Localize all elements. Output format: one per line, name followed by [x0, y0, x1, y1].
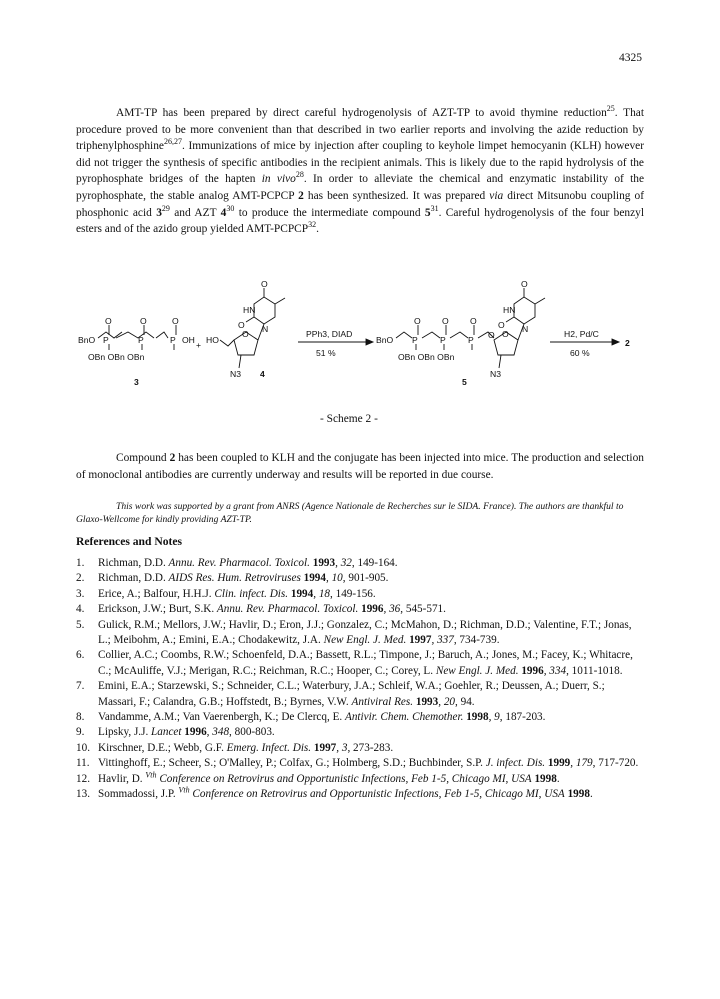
reference-text: , 10 — [325, 572, 343, 585]
reference-item — [76, 756, 644, 771]
citation: 29 — [161, 203, 170, 213]
bno-label: BnO — [376, 335, 394, 345]
scheme-drawing — [76, 280, 644, 430]
azido-label: N3 — [230, 369, 241, 379]
bond — [239, 355, 241, 368]
reference-item — [76, 602, 644, 617]
bond — [220, 340, 234, 346]
reference-text: Kirschner, D.E.; Webb, G.F. — [98, 741, 227, 754]
obn-labels: OBn OBn OBn — [88, 352, 145, 362]
reference-text: . — [556, 772, 560, 785]
oxygen: O — [172, 316, 179, 326]
citation: 31 — [430, 203, 439, 213]
compound-label-5: 5 — [462, 377, 467, 387]
reference-item — [76, 556, 644, 571]
reference-text: 1997 — [311, 741, 337, 754]
azido-label: N3 — [490, 369, 501, 379]
reference-number: 1. — [76, 557, 85, 569]
yield-1: 51 % — [316, 348, 336, 358]
reference-number: 11. — [76, 757, 90, 770]
reference-text: , 179 — [570, 757, 593, 770]
reagent-2: H2, Pd/C — [564, 329, 599, 339]
reference-text: Conference on Retrovirus and Opportunistic Infections, Feb 1-5, Chicago MI, USA — [156, 772, 532, 785]
bno-label: BnO — [78, 335, 96, 345]
reference-text: 1997 — [406, 634, 432, 647]
arrowhead — [366, 339, 373, 345]
oxygen: O — [502, 329, 509, 339]
reference-text: AIDS Res. Hum. Retroviruses — [168, 572, 301, 585]
plus-sign: + — [196, 340, 202, 350]
oxygen: O — [242, 329, 249, 339]
bond — [422, 332, 440, 338]
reference-text: , 348 — [206, 726, 230, 739]
oxygen: O — [521, 280, 528, 289]
phosphorus: P — [412, 335, 418, 345]
reference-text: , 149-156. — [330, 587, 376, 600]
reference-text: Clin. infect. Dis. — [214, 587, 289, 600]
reference-number: 6. — [76, 649, 85, 662]
reference-text: Erice, A.; Balfour, H.H.J. — [98, 587, 215, 600]
reference-text: , 800-803. — [229, 726, 275, 739]
bond — [246, 317, 254, 322]
reference-text: 1994 — [300, 572, 326, 585]
reference-text: Havlir, D. — [98, 772, 146, 785]
scheme-caption: - Scheme 2 - — [320, 413, 378, 425]
reference-text: , 334 — [543, 664, 567, 677]
oxygen: O — [488, 330, 495, 340]
citation: 30 — [226, 203, 235, 213]
nitrogen: N — [262, 324, 269, 334]
reference-text: 1994 — [288, 587, 314, 600]
reference-text: 1998 — [463, 711, 489, 724]
reference-number: 10. — [76, 741, 90, 754]
phosphorus: P — [138, 335, 144, 345]
acknowledgement: This work was supported by a grant from ANRS (Agence Nationale de Recherches sur le SIDA. France). The authors are thankful to Glaxo-Wellcome for kindly providing AZT-TP. — [76, 501, 624, 525]
references-heading: References and Notes — [76, 535, 183, 548]
reference-text: 1996 — [181, 726, 207, 739]
reference-list — [76, 556, 644, 803]
reference-text: Collier, A.C.; Coombs, R.W.; Schoenfeld, D.A.; Bassett, R.L.; Timpone, J.; Baruch, A.; Jones, M.; Facey, K.; Whitacre, C.; McAuliffe, V.J.; Merigan, R.C.; Reichman, R.C.; Hooper, C.; Corey, L. — [98, 649, 633, 677]
phosphorus: P — [468, 335, 474, 345]
reference-text: Gulick, R.M.; Mellors, J.W.; Havlir, D.; Eron, J.J.; Gonzalez, C.; McMahon, D.; Richman, D.D.; Valentine, F.T.; Jonas, L.; Meibohm, A.; Emini, E.A.; Chodakewitz, J.A. — [98, 618, 632, 647]
oxygen: O — [238, 320, 245, 330]
oxygen: O — [498, 320, 505, 330]
reference-number: 13. — [76, 788, 90, 801]
paragraph-2: Compound 2 has been coupled to KLH and the conjugate has been injected into mice. The production and selection of monoclonal antibodies are currently underway and results will be reported in due course. — [76, 452, 644, 481]
obn-labels: OBn OBn OBn — [398, 352, 455, 362]
reference-text: , 94. — [455, 695, 475, 708]
bond — [396, 332, 412, 338]
reference-item — [76, 648, 644, 679]
reference-text: Lipsky, J.J. — [98, 726, 152, 739]
paragraph-1: AMT-TP has been prepared by direct careful hydrogenolysis of AZT-TP to avoid thymine reduction$^{25}$. That procedure proved to be more convenient than that described in two earlier reports and involving the azide reduction by triphenylphosphine$^{26,27}$. Immunizations of mice by injection after coupling to keyhole limpet hemocyanin (KLH) however did not trigger the synthesis of specific antibodies in the recipient animals. This is likely due to the rapid hydrolysis of the pyrophosphate bridges of the hapten in vivo$^{28}$. In order to alleviate the chemical and enzymatic instability of the pyrophosphate, the stable analog AMT-PCPCP 2 has been synthesized. It was prepared via direct Mitsunobu coupling of phosphonic acid $3^{29}$ and AZT $4^{30}$ to produce the intermediate compound $5^{31}$. Careful hydrogenolysis of the four benzyl esters and of the azido group yielded AMT-PCPCP$^{32}$. — [76, 104, 645, 236]
reference-text: Richman, D.D. — [98, 557, 169, 569]
reference-text: Vth — [145, 769, 157, 779]
reference-text: , 187-203. — [499, 711, 546, 724]
reference-text: Vth — [178, 785, 190, 795]
citation: 25 — [606, 104, 615, 114]
reference-item — [76, 725, 644, 740]
oxygen: O — [261, 280, 268, 289]
oxygen: O — [414, 316, 421, 326]
methyl — [275, 298, 285, 304]
compound-label-3: 3 — [134, 377, 139, 387]
oxygen: O — [470, 316, 477, 326]
citation: 32 — [308, 220, 317, 230]
reference-number: 9. — [76, 726, 85, 739]
chain-3b — [116, 332, 154, 338]
reference-number: 3. — [76, 587, 85, 600]
reference-number: 4. — [76, 603, 85, 616]
reference-text: Antiviral Res. — [351, 695, 414, 708]
reference-text: 1996 — [358, 603, 384, 616]
reference-text: , 36 — [383, 603, 401, 616]
oxygen: O — [105, 316, 112, 326]
reference-text: , 545-571. — [400, 603, 446, 616]
reference-text: , 734-739. — [453, 634, 500, 647]
phosphorus: P — [440, 335, 446, 345]
reference-number: 2. — [76, 572, 85, 585]
product-label-2: 2 — [625, 338, 630, 348]
reference-text: 1993 — [309, 557, 336, 569]
reference-text: , 18 — [313, 587, 330, 600]
reference-text: Erickson, J.W.; Burt, S.K. — [98, 603, 217, 616]
reference-text: , 337 — [431, 634, 454, 647]
reference-text: Conference on Retrovirus and Opportunistic Infections, Feb 1-5, Chicago MI, USA — [189, 788, 565, 801]
reference-text: Antivir. Chem. Chemother. — [345, 711, 464, 724]
reference-text: , 20 — [438, 695, 455, 708]
hn-label: HN — [503, 305, 516, 315]
page-number: 4325 — [619, 52, 642, 64]
ho-label: HO — [206, 335, 219, 345]
reference-text: , 717-720. — [592, 757, 639, 770]
bond — [450, 332, 468, 338]
reference-text: 1996 — [518, 664, 544, 677]
reference-text: Sommadossi, J.P. — [98, 788, 179, 801]
reference-item — [76, 741, 644, 756]
chain-3c — [156, 332, 168, 338]
reference-text: , 149-164. — [351, 557, 398, 569]
methyl — [535, 298, 545, 304]
oxygen: O — [140, 316, 147, 326]
reference-text: Annu. Rev. Pharmacol. Toxicol. — [168, 557, 310, 569]
yield-2: 60 % — [570, 348, 590, 358]
reference-text: 1998 — [531, 772, 557, 785]
reference-text: , 32 — [335, 557, 352, 569]
reference-text: , 901-905. — [342, 572, 389, 585]
reference-item — [76, 769, 644, 787]
reference-item — [76, 679, 644, 710]
reference-text: Vittinghoff, E.; Scheer, S.; O'Malley, P.; Colfax, G.; Holmberg, S.D.; Buchbinder, S.P. — [98, 757, 486, 770]
bond — [499, 355, 501, 368]
thymine-ring — [254, 297, 275, 324]
thymine-ring — [514, 297, 535, 324]
oh-label: OH — [182, 335, 195, 345]
bond — [506, 317, 514, 322]
reference-text: New Engl. J. Med. — [435, 664, 519, 677]
phosphorus: P — [170, 335, 176, 345]
reference-text: , 273-283. — [347, 741, 394, 754]
reaction-scheme — [76, 280, 644, 450]
phosphorus: P — [103, 335, 109, 345]
nitrogen: N — [522, 324, 529, 334]
reference-text: New Engl. J. Med. — [323, 634, 407, 647]
reference-text: . — [589, 788, 593, 801]
reference-number: 7. — [76, 680, 85, 693]
reference-number: 8. — [76, 711, 85, 724]
reference-text: Emini, E.A.; Starzewski, S.; Schneider, C.L.; Waterbury, J.A.; Schleif, W.A.; Goehler, R.; Deussen, A.; Duerr, S.; Massari, F.; Calandra, G.B.; Hoffstedt, B.; Byrnes, V.W. — [98, 680, 605, 708]
reference-text: , 9 — [488, 711, 500, 724]
reference-item — [76, 618, 644, 649]
citation: 26,27 — [163, 137, 182, 147]
reference-text: 1999 — [545, 757, 571, 770]
reference-text: Lancet — [151, 726, 182, 739]
compound-label-4: 4 — [260, 369, 265, 379]
reference-number: 12. — [76, 772, 90, 785]
reference-item — [76, 787, 644, 802]
reference-text: J. infect. Dis. — [485, 757, 546, 770]
citation: 28 — [295, 170, 304, 180]
oxygen: O — [442, 316, 449, 326]
reference-number: 5. — [76, 618, 85, 631]
reference-item — [76, 710, 644, 725]
reference-text: Richman, D.D. — [98, 572, 169, 585]
reagent-1: PPh3, DIAD — [306, 329, 353, 339]
reference-text: , 3 — [336, 741, 348, 754]
reference-text: Emerg. Infect. Dis. — [226, 741, 312, 754]
reference-text: 1998 — [564, 788, 590, 801]
reference-text: , 1011-1018. — [566, 664, 623, 677]
reference-item — [76, 587, 644, 602]
arrowhead — [612, 339, 619, 345]
reference-text: Annu. Rev. Pharmacol. Toxicol. — [216, 603, 359, 616]
hn-label: HN — [243, 305, 256, 315]
reference-text: Vandamme, A.M.; Van Vaerenbergh, K.; De Clercq, E. — [98, 711, 345, 724]
reference-text: 1993 — [413, 695, 439, 708]
reference-item — [76, 571, 644, 586]
